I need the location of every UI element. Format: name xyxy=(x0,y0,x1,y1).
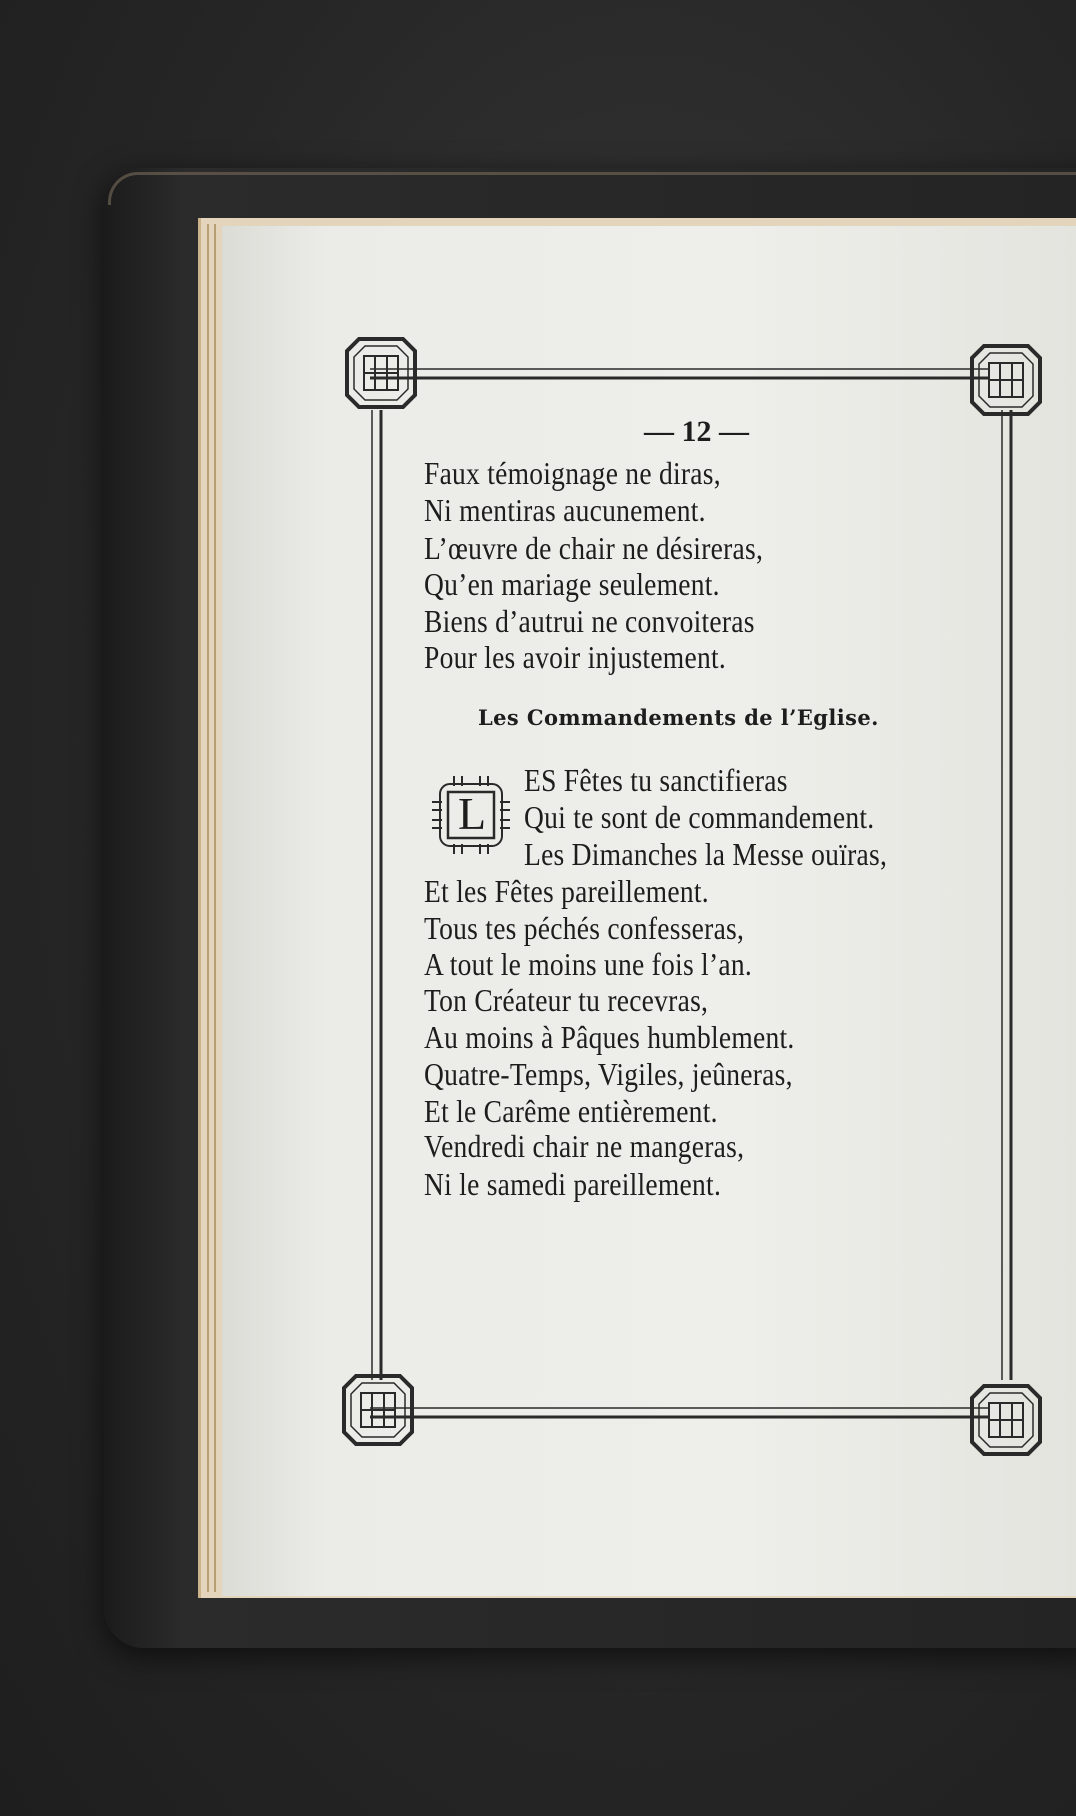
verse-line: Et le Carême entièrement. xyxy=(424,1093,718,1129)
verse-line: Au moins à Pâques humblement. xyxy=(424,1019,795,1055)
verse-line: A tout le moins une fois l’an. xyxy=(424,946,753,982)
verse-line: Ni mentiras aucunement. xyxy=(424,492,706,528)
verse-line: Biens d’autrui ne convoiteras xyxy=(424,603,755,639)
verse-line: Qui te sont de commandement. xyxy=(524,799,875,835)
verse-line: ES Fêtes tu sanctifieras xyxy=(524,762,788,798)
verse-line: Pour les avoir injustement. xyxy=(424,639,727,675)
verse-line: Tous tes péchés confesseras, xyxy=(424,910,745,946)
verse-line: Ton Créateur tu recevras, xyxy=(424,982,709,1018)
section-heading: Les Commandements de l’Eglise. xyxy=(478,705,879,730)
verse-line: Vendredi chair ne mangeras, xyxy=(424,1128,745,1164)
page-number: — 12 — xyxy=(644,415,749,448)
verse-line: Faux témoignage ne diras, xyxy=(424,455,721,491)
verse-line: Quatre-Temps, Vigiles, jeûneras, xyxy=(424,1056,793,1092)
verse-line: Les Dimanches la Messe ouïras, xyxy=(524,836,888,872)
drop-cap-letter: L xyxy=(457,788,487,839)
verse-line: L’œuvre de chair ne désireras, xyxy=(424,530,764,566)
verse-line: Ni le samedi pareillement. xyxy=(424,1166,722,1202)
cover-worn-edge xyxy=(108,172,1076,205)
verse-line: Et les Fêtes pareillement. xyxy=(424,873,709,909)
verse-line: Qu’en mariage seulement. xyxy=(424,566,720,602)
